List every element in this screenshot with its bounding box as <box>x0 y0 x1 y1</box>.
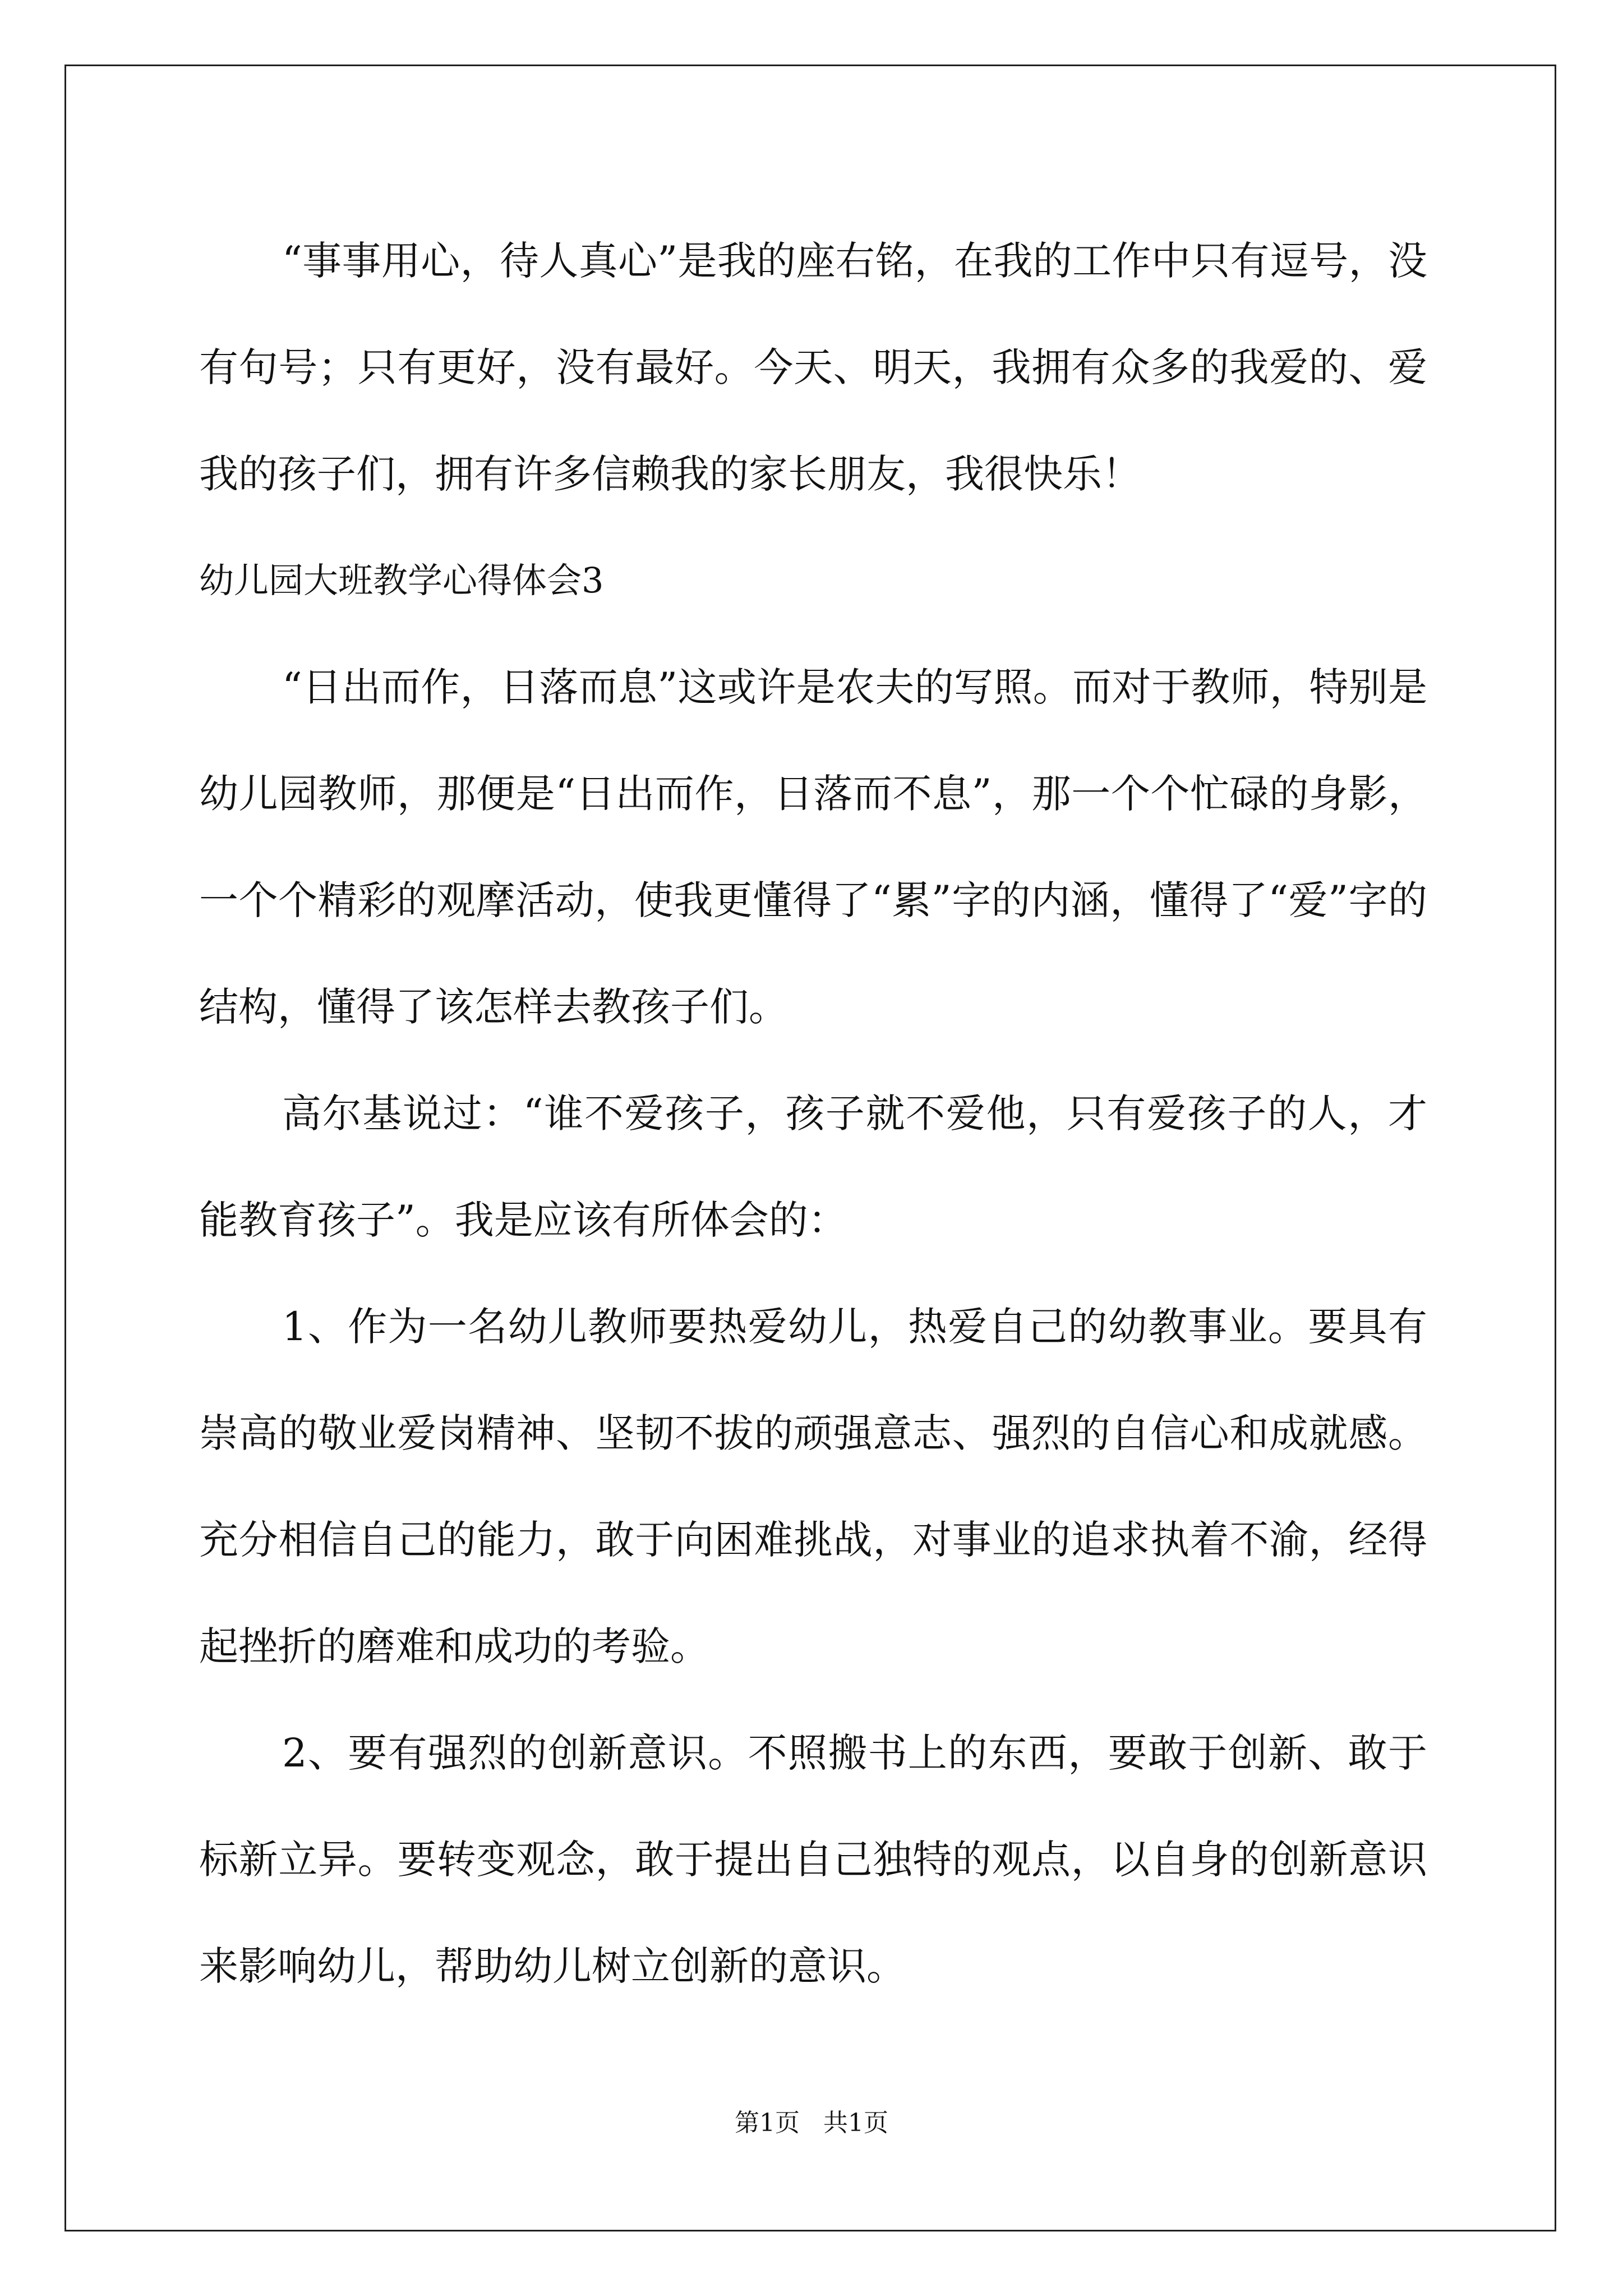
document-body <box>199 208 1427 2019</box>
page-footer <box>0 2106 1623 2140</box>
paragraph-intro: “日出而作，日落而息”这或许是农夫的写照。而对于教师，特别是幼儿园教师，那便是“日出而作，日落而不息”，那一个个忙碌的身影，一个个精彩的观摩活动，使我更懂得了“累”字的内涵，懂得了“爱”字的结构，懂得了该怎样去教孩子们。 <box>199 664 1427 1030</box>
section-heading: 幼儿园大班教学心得体会3 <box>199 560 604 601</box>
page-total: 共1页 <box>823 2109 888 2137</box>
paragraph-point-2: 2、要有强烈的创新意识。不照搬书上的东西，要敢于创新、敢于标新立异。要转变观念，敢于提出自己独特的观点，以自身的创新意识来影响幼儿，帮助幼儿树立创新的意识。 <box>199 1730 1427 1989</box>
page-number: 第1页 <box>735 2109 800 2137</box>
paragraph-quote: 高尔基说过：“谁不爱孩子，孩子就不爱他，只有爱孩子的人，才能教育孩子”。我是应该有所体会的： <box>199 1091 1427 1243</box>
paragraph-motto: “事事用心，待人真心”是我的座右铭，在我的工作中只有逗号，没有句号；只有更好，没有最好。今天、明天，我拥有众多的我爱的、爱我的孩子们，拥有许多信赖我的家长朋友，我很快乐！ <box>199 238 1427 497</box>
paragraph-point-1: 1、作为一名幼儿教师要热爱幼儿，热爱自己的幼教事业。要具有崇高的敬业爱岗精神、坚韧不拔的顽强意志、强烈的自信心和成就感。充分相信自己的能力，敢于向困难挑战，对事业的追求执着不渝，经得起挫折的磨难和成功的考验。 <box>199 1304 1427 1669</box>
